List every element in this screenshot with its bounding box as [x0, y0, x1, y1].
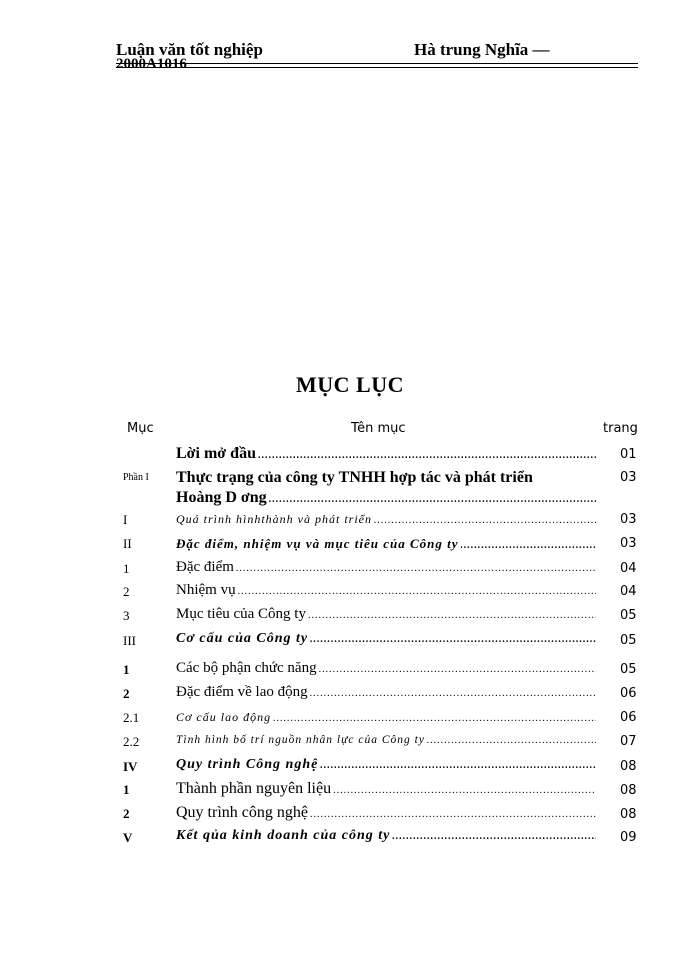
toc-title-line1: Thực trạng của công ty TNHH hợp tác và phát triển	[176, 469, 533, 486]
toc-leader	[392, 831, 596, 842]
toc-entry	[176, 512, 596, 527]
toc-title: Tình hình bố trí nguồn nhân lực của Công ty	[176, 734, 425, 746]
toc-leader	[461, 540, 597, 551]
toc-entry	[176, 684, 596, 701]
toc-title: Cơ cấu lao động	[176, 710, 272, 724]
toc-page: 07	[620, 734, 637, 749]
toc-entry	[176, 445, 596, 463]
toc-number: IV	[123, 759, 138, 774]
toc-number: II	[123, 536, 132, 551]
toc-number: III	[123, 633, 136, 648]
toc-number: V	[123, 830, 133, 845]
toc-number: 2	[123, 806, 130, 821]
column-header-trang: trang	[603, 421, 638, 436]
toc-number: 3	[123, 608, 130, 623]
toc-page: 08	[620, 783, 637, 798]
toc-leader	[320, 760, 596, 771]
toc-number: 1	[123, 561, 130, 576]
toc-entry	[176, 582, 596, 599]
toc-leader	[258, 450, 596, 461]
toc-title: Quá trình hìnhthành và phát triển	[176, 512, 372, 526]
toc-leader	[273, 713, 596, 724]
toc-title: Thành phần nguyên liệu	[176, 780, 332, 797]
toc-title: Các bộ phận chức năng	[176, 660, 317, 676]
header-rule-bottom	[116, 67, 638, 68]
column-header-ten-muc: Tên mục	[351, 421, 406, 436]
toc-page: 03	[620, 536, 637, 551]
toc-leader	[310, 634, 596, 645]
toc-title: Đặc điểm, nhiệm vụ và mục tiêu của Công ty	[176, 536, 459, 551]
column-header-muc: Mục	[127, 421, 154, 436]
toc-number: I	[123, 512, 128, 527]
toc-entry	[176, 757, 596, 773]
toc-entry	[176, 780, 596, 798]
toc-title: Đặc điểm	[176, 559, 234, 575]
header-author: Hà trung Nghĩa —	[414, 40, 550, 59]
toc-title: Mục tiêu của Công ty	[176, 606, 306, 622]
toc-number: Phần I	[123, 472, 149, 483]
toc-entry	[176, 536, 596, 552]
toc-page: 08	[620, 807, 637, 822]
toc-entry	[176, 710, 596, 725]
toc-page: 04	[620, 561, 637, 576]
toc-leader	[269, 490, 596, 510]
toc-page: 04	[620, 584, 637, 599]
toc-entry	[176, 804, 596, 822]
header-student-code: 2000A1016	[116, 56, 187, 72]
toc-page: 09	[620, 830, 637, 845]
toc-page: 05	[620, 662, 637, 677]
toc-leader	[374, 515, 596, 526]
toc-title: Quy trình công nghệ	[176, 804, 308, 821]
toc-leader	[333, 785, 596, 796]
header-thesis-label: Luận văn tốt nghiệp	[116, 40, 263, 59]
toc-number: 2	[123, 584, 130, 599]
toc-entry	[176, 468, 596, 510]
toc-leader	[427, 735, 596, 746]
toc-leader	[310, 688, 596, 699]
toc-leader	[319, 664, 596, 675]
toc-page: 05	[620, 608, 637, 623]
toc-entry	[176, 734, 596, 746]
toc-leader	[236, 563, 596, 574]
toc-entry	[176, 559, 596, 576]
toc-title-line2: Hoàng D ơng	[176, 489, 267, 506]
toc-entry	[176, 828, 596, 844]
toc-page: 06	[620, 686, 637, 701]
toc-page: 03	[620, 512, 637, 527]
toc-number: 2.1	[123, 710, 140, 725]
toc-page: 06	[620, 710, 637, 725]
toc-title: Lời mở đầu	[176, 445, 256, 462]
toc-title: Nhiệm vụ	[176, 582, 236, 598]
toc-title: Đặc điểm về lao động	[176, 684, 308, 700]
toc-page: 03	[620, 470, 637, 485]
toc-number: 2.2	[123, 734, 140, 749]
toc-entry	[176, 606, 596, 623]
toc-page: 01	[620, 447, 637, 462]
toc-entry	[176, 660, 596, 677]
toc-page: 05	[620, 633, 637, 648]
toc-number: 2	[123, 686, 130, 701]
toc-leader	[238, 586, 596, 597]
toc-entry	[176, 631, 596, 647]
toc-page: 08	[620, 759, 637, 774]
toc-leader	[308, 610, 596, 621]
header-rule-top	[116, 63, 638, 64]
toc-number: 1	[123, 782, 130, 797]
toc-leader	[310, 809, 596, 820]
toc-title: Cơ cấu của Công ty	[176, 631, 309, 646]
page-title: MỤC LỤC	[296, 372, 404, 397]
toc-number: 1	[123, 662, 130, 677]
toc-title: Kết qủa kinh doanh của công ty	[176, 828, 391, 843]
toc-title: Quy trình Công nghệ	[176, 757, 319, 772]
